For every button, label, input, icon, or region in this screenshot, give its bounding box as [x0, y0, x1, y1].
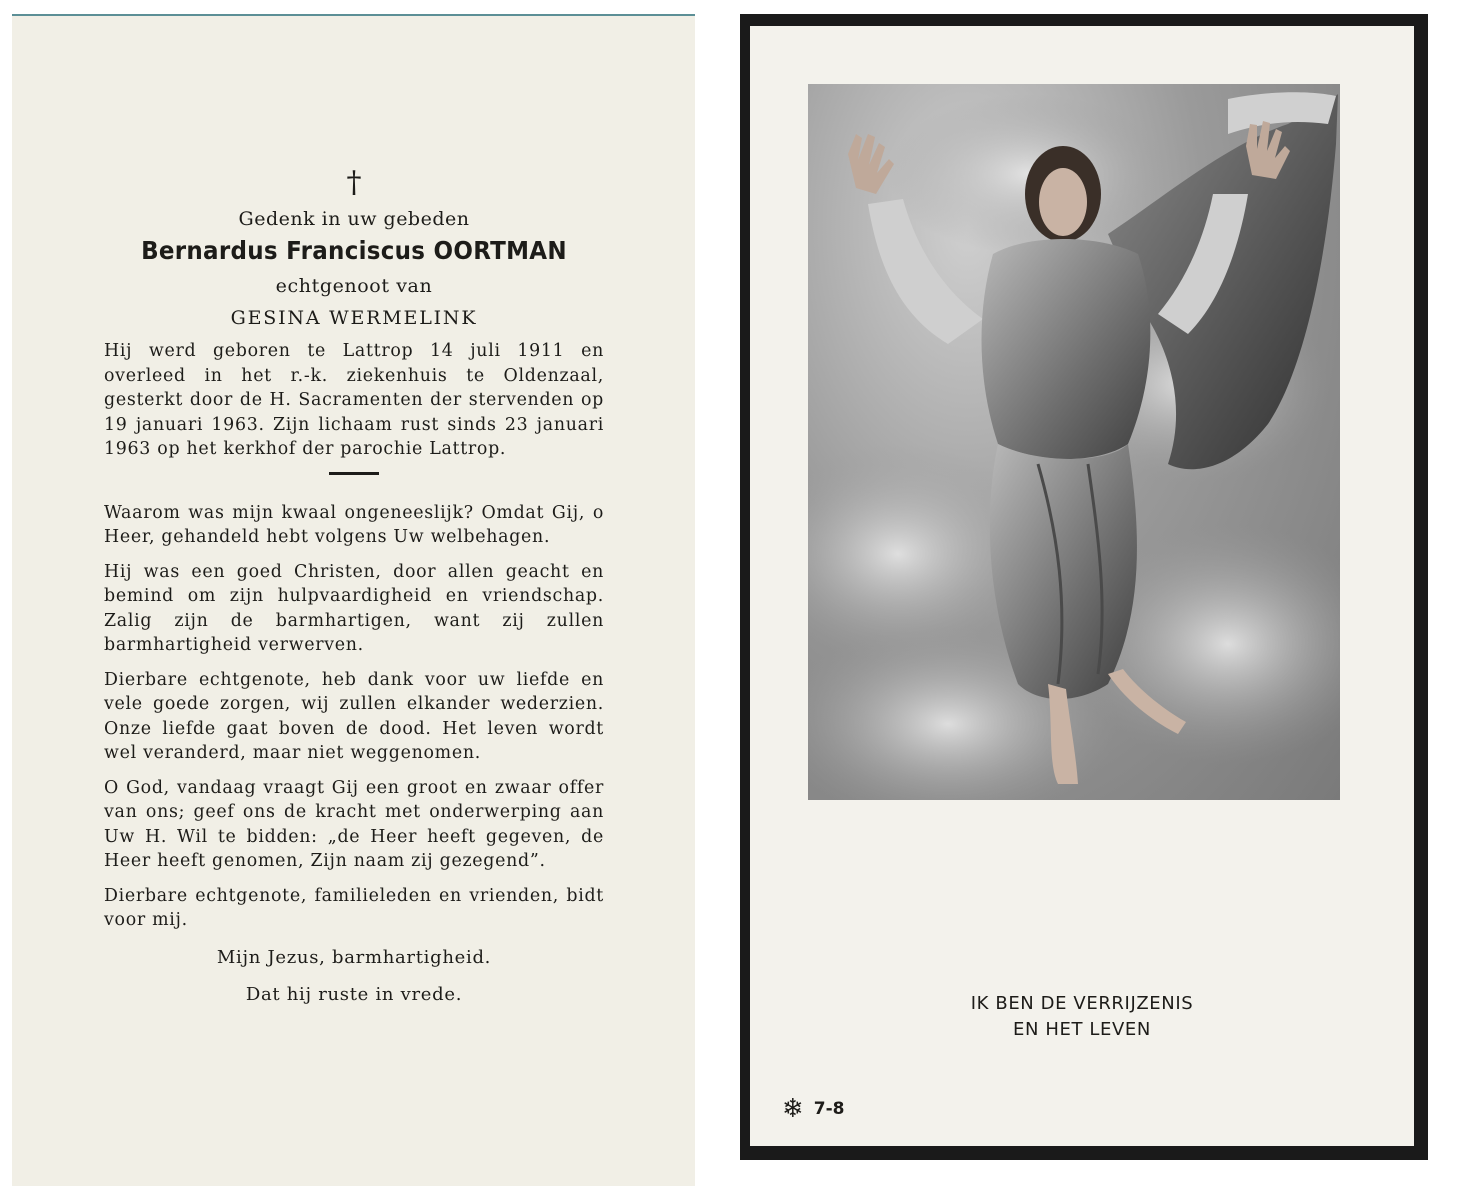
- divider-rule: [329, 472, 379, 475]
- text-paragraph: Waarom was mijn kwaal ongeneeslijk? Omdat Gij, o Heer, gehandeld hebt volgens Uw welbehagen.: [104, 502, 604, 547]
- risen-christ-icon: [808, 84, 1340, 800]
- printer-logo-icon: ❄︎: [782, 1094, 804, 1124]
- closing-prayer: Mijn Jezus, barmhartigheid.: [216, 946, 492, 968]
- caption: [750, 991, 1414, 1043]
- illustration-svg: [808, 84, 1340, 800]
- spouse-name: GESINA WERMELINK: [230, 307, 478, 329]
- memorial-card-text-side: [12, 14, 695, 1186]
- card-paper: [750, 26, 1414, 1146]
- text-paragraph: Hij was een goed Christen, door allen geacht en bemind om zijn hulpvaardigheid en vriendschap. Zalig zijn de barmhartigen, want zij zullen barmhartigheid verwerven.: [104, 561, 604, 655]
- card-text-block: [104, 166, 604, 1005]
- memorial-card-picture-side: [740, 14, 1428, 1160]
- deceased-name: Bernardus Franciscus OORTMAN: [141, 236, 567, 265]
- text-paragraph: Dierbare echtgenote, familieleden en vrienden, bidt voor mij.: [104, 885, 604, 930]
- intro-line: Gedenk in uw gebeden: [238, 208, 470, 230]
- caption-line-1: IK BEN DE VERRIJZENIS: [970, 993, 1194, 1014]
- text-paragraph: O God, vandaag vraagt Gij een groot en zwaar offer van ons; geef ons de kracht met onderwerping aan Uw H. Wil te bidden: „de Heer heeft gegeven, de Heer heeft genomen, Zijn naam zij gezegend”.: [104, 777, 604, 871]
- print-mark: [782, 1096, 845, 1122]
- text-paragraph: Dierbare echtgenote, heb dank voor uw liefde en vele goede zorgen, wij zullen elkander wederzien. Onze liefde gaat boven de dood. Het leven wordt wel veranderd, maar niet weggenomen.: [104, 669, 604, 763]
- caption-line-2: EN HET LEVEN: [1013, 1019, 1151, 1040]
- closing-rest-in-peace: Dat hij ruste in vrede.: [245, 983, 463, 1005]
- print-code: 7-8: [813, 1099, 845, 1119]
- cross-icon: †: [346, 165, 362, 200]
- spouse-label: echtgenoot van: [275, 275, 433, 297]
- biography-paragraph: Hij werd geboren te Lattrop 14 juli 1911 en overleed in het r.-k. ziekenhuis te Oldenzaal, gesterkt door de H. Sacramenten der stervenden op 19 januari 1963. Zijn lichaam rust sinds 23 januari 1963 op het kerkhof der parochie Lattrop.: [104, 341, 604, 459]
